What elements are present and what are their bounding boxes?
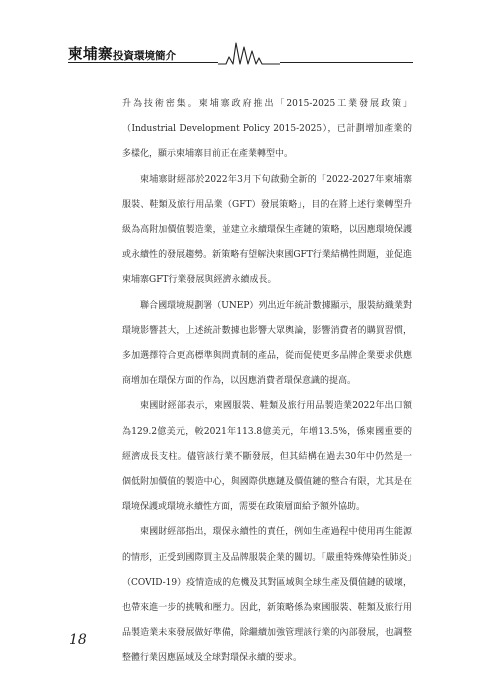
- paragraph: 柬國財經部指出，環保永續性的責任，例如生產過程中使用再生能源的情形，正受到國際買主及品牌服裝企業的關切。「嚴重特殊傳染性肺炎」（COVID-19）疫情造成的危機及其對區域與全球生產及價值鏈的破壞，也帶來進一步的挑戰和壓力。因此，新策略係為柬國服裝、鞋類及旅行用品製造業未來發展做好準備，除繼續加強管理該行業的內部發展，也調整整體行業因應區域及全球對環保永續的要求。: [122, 527, 412, 664]
- header-wave-ornament: [218, 39, 280, 65]
- paragraph: 聯合國環境規劃署（UNEP）列出近年統計數據顯示，服裝紡織業對環境影響甚大，上述統計數據也影響大眾輿論，影響消費者的購買習慣，多加選擇符合更高標準與問責制的產品，從而促使更多品牌企業要求供應商增加在環保方面的作為，以因應消費者環保意識的提高。: [122, 300, 412, 387]
- body-text: [122, 92, 412, 672]
- header-title-main: 柬埔寨: [68, 47, 113, 63]
- paragraph: 升為技術密集。柬埔寨政府推出「2015-2025工業發展政策」（Industrial Development Policy 2015-2025），已計劃增加產業的多樣化，顯示柬埔寨目前正在產業轉型中。: [122, 99, 412, 160]
- page-number: 18: [69, 632, 87, 648]
- running-header: [68, 37, 413, 65]
- header-title: [68, 43, 176, 64]
- header-title-sub: 投資環境簡介: [113, 50, 176, 62]
- paragraph: 柬國財經部表示，柬國服裝、鞋類及旅行用品製造業2022年出口額為129.2億美元，較2021年113.8億美元，年增13.5%，係柬國重要的經濟成長支柱。儘管該行業不斷發展，但其結構在過去30年中仍然是一個低附加價值的製造中心，與國際供應鏈及價值鏈的整合有限，尤其是在環境保護或環境永續性方面，需要在政策層面給予額外協助。: [122, 401, 412, 513]
- paragraph: 柬埔寨財經部於2022年3月下旬啟動全新的「2022-2027年柬埔寨服裝、鞋類及旅行用品業（GFT）發展策略」，目的在將上述行業轉型升級為高附加價值製造業，並建立永續環保生產鏈的策略，以因應環境保護或永續性的發展趨勢。新策略有望解決柬國GFT行業結構性問題，並促進柬埔寨GFT行業發展與經濟永續成長。: [122, 174, 412, 286]
